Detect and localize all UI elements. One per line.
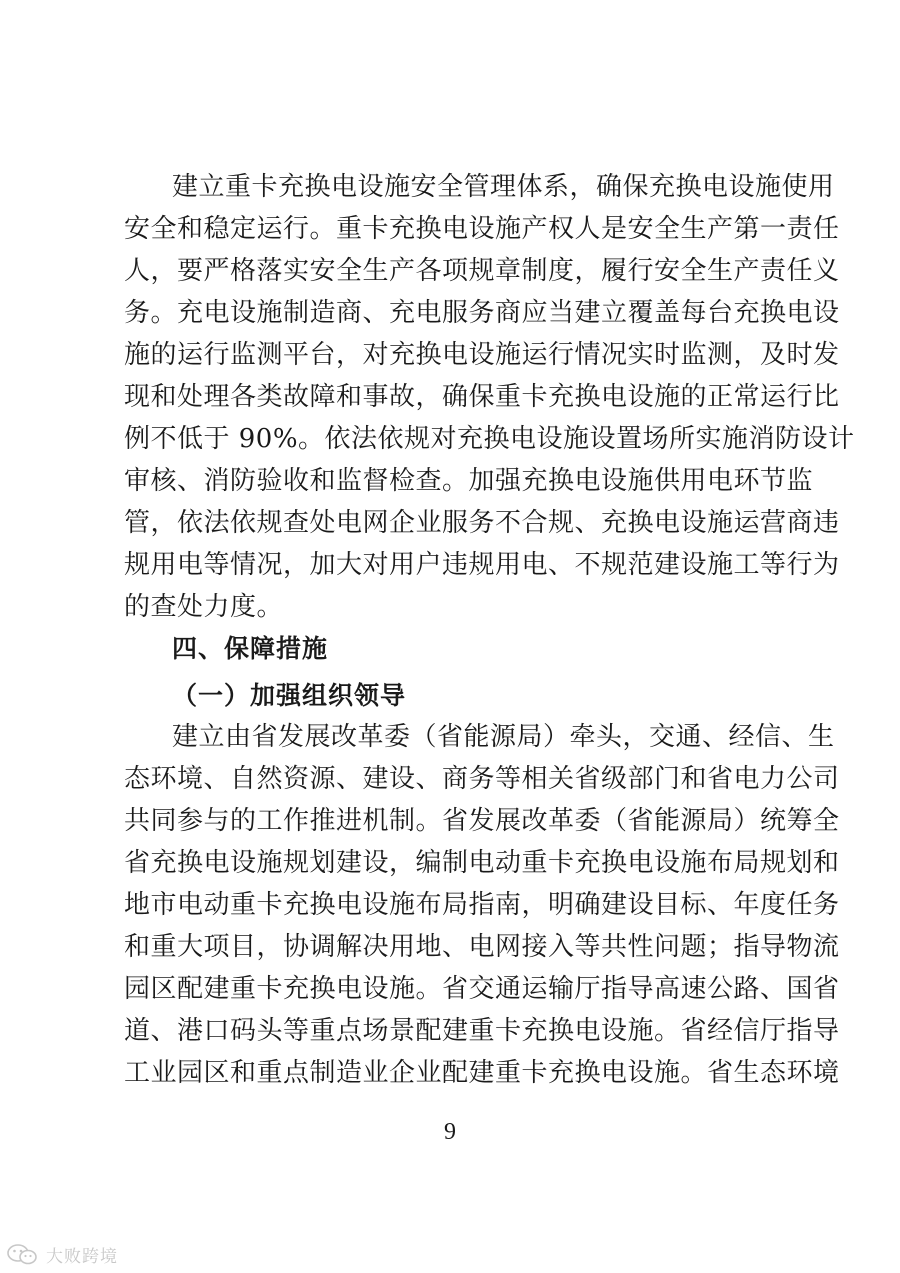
paragraph-2-line-2: 态环境、自然资源、建设、商务等相关省级部门和省电力公司 [124,764,840,794]
paragraph-1-line-5: 施的运行监测平台，对充换电设施运行情况实时监测，及时发 [124,340,840,370]
paragraph-2-line-8: 道、港口码头等重点场景配建重卡充换电设施。省经信厅指导 [124,1016,840,1046]
paragraph-2-line-7: 园区配建重卡充换电设施。省交通运输厅指导高速公路、国省 [124,974,840,1004]
paragraph-1-line-2: 安全和稳定运行。重卡充换电设施产权人是安全生产第一责任 [124,214,840,244]
paragraph-1-line-3: 人，要严格落实安全生产各项规章制度，履行安全生产责任义 [124,256,840,286]
paragraph-1-line-6: 现和处理各类故障和事故，确保重卡充换电设施的正常运行比 [124,382,840,412]
paragraph-2-line-4: 省充换电设施规划建设，编制电动重卡充换电设施布局规划和 [124,848,840,878]
paragraph-1-line-9: 管，依法依规查处电网企业服务不合规、充换电设施运营商违 [124,508,840,538]
paragraph-1-line-11: 的查处力度。 [124,592,284,622]
paragraph-2-line-9: 工业园区和重点制造业企业配建重卡充换电设施。省生态环境 [124,1058,840,1088]
paragraph-2-line-3: 共同参与的工作推进机制。省发展改革委（省能源局）统筹全 [124,806,840,836]
paragraph-2-line-5: 地市电动重卡充换电设施布局指南，明确建设目标、年度任务 [124,890,840,920]
paragraph-1-line-10: 规用电等情况，加大对用户违规用电、不规范建设施工等行为 [124,550,840,580]
paragraph-1-line-7: 例不低于 90%。依法依规对充换电设施设置场所实施消防设计 [124,424,855,454]
watermark [6,1240,118,1268]
watermark-text: 大败跨境 [46,1246,118,1267]
page-number: 9 [444,1119,456,1145]
section-heading: 四、保障措施 [172,634,329,663]
paragraph-1-line-8: 审核、消防验收和监督检查。加强充换电设施供用电环节监 [124,466,814,496]
paragraph-1-line-4: 务。充电设施制造商、充电服务商应当建立覆盖每台充换电设 [124,298,840,328]
paragraph-2-line-1: 建立由省发展改革委（省能源局）牵头，交通、经信、生 [172,722,835,752]
paragraph-1-line-1: 建立重卡充换电设施安全管理体系，确保充换电设施使用 [172,172,835,202]
paragraph-2-line-6: 和重大项目，协调解决用地、电网接入等共性问题；指导物流 [124,932,840,962]
subsection-heading: （一）加强组织领导 [172,681,407,710]
wechat-logo-icon [6,1242,40,1266]
